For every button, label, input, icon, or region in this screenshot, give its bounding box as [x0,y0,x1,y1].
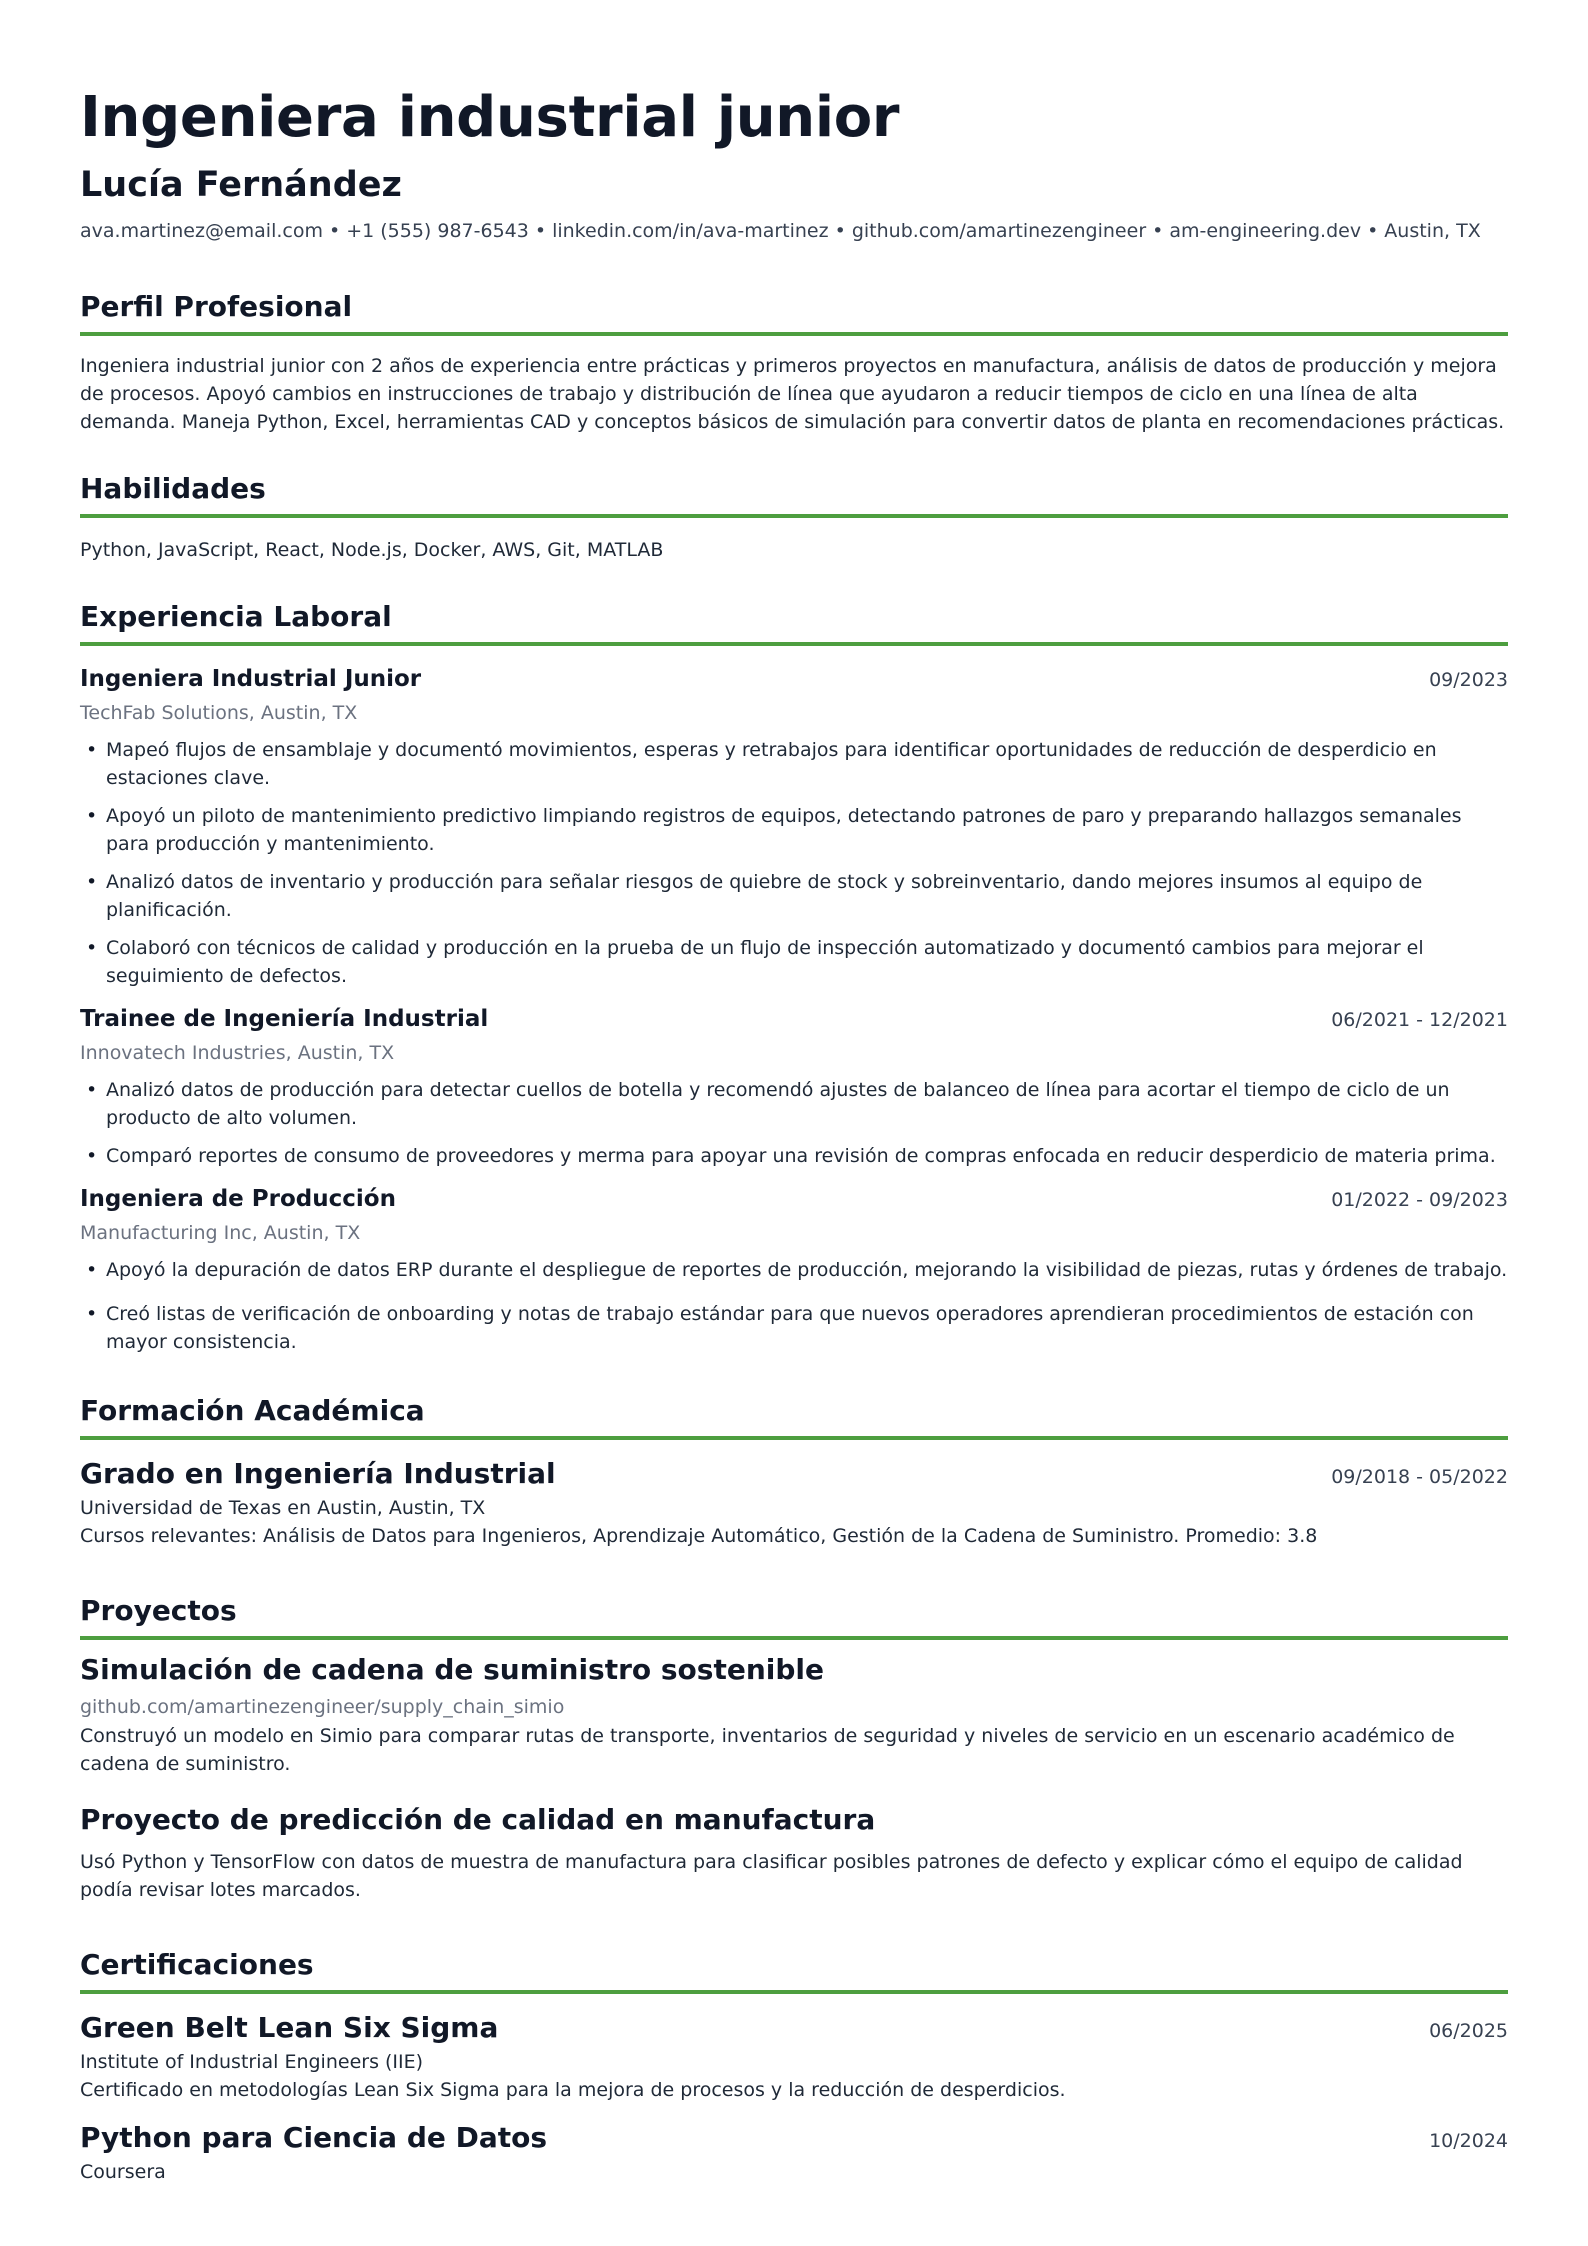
contact-separator: • [834,220,846,242]
job-bullet: • Mapeó flujos de ensamblaje y documentó movimientos, esperas y retrabajos para identificar oportunidades de reducción de desperdicio en estaciones clave. [80,736,1508,792]
job-entry [80,1002,1508,1170]
certification-issuer: Institute of Industrial Engineers (IIE) [80,2051,424,2073]
certification-entry [80,2008,1508,2104]
school-name: Universidad de Texas en Austin, Austin, TX [80,1497,486,1519]
job-bullets [80,1256,1508,1356]
job-date: 06/2021 - 12/2021 [1331,1009,1508,1031]
section-heading: Proyectos [80,1592,1508,1640]
job-company: Manufacturing Inc, Austin, TX [80,1222,361,1244]
certification-date: 06/2025 [1429,2020,1508,2042]
experience-section [80,598,1508,1356]
section-heading: Experiencia Laboral [80,598,1508,646]
certification-entry [80,2118,1508,2186]
certification-description: Certificado en metodologías Lean Six Sigma para la mejora de procesos y la reducción de desperdicios. [80,2079,1066,2101]
contact-separator: • [1367,220,1379,242]
job-title: Trainee de Ingeniería Industrial [80,1006,489,1032]
job-bullet: • Apoyó un piloto de mantenimiento predictivo limpiando registros de equipos, detectando patrones de paro y preparando hallazgos semanales para producción y mantenimiento. [80,802,1508,858]
project-link[interactable]: github.com/amartinezengineer/supply_chain_simio [80,1696,565,1718]
contact-line [80,218,1508,244]
certification-title: Python para Ciencia de Datos [80,2121,548,2154]
job-entry [80,662,1508,990]
contact-phone[interactable]: +1 (555) 987-6543 [346,220,529,242]
contact-separator: • [1152,220,1164,242]
contact-location: Austin, TX [1384,220,1481,242]
certification-date: 10/2024 [1429,2130,1508,2152]
job-bullet: • Comparó reportes de consumo de proveedores y merma para apoyar una revisión de compras enfocada en reducir desperdicio de materia prima. [80,1142,1508,1170]
degree-title: Grado en Ingeniería Industrial [80,1457,556,1490]
profile-section [80,288,1508,436]
candidate-name: Lucía Fernández [80,165,402,205]
job-bullet: • Analizó datos de producción para detectar cuellos de botella y recomendó ajustes de balanceo de línea para acortar el tiempo de ciclo de un producto de alto volumen. [80,1076,1508,1132]
job-bullets [80,1076,1508,1170]
project-description: Construyó un modelo en Simio para comparar rutas de transporte, inventarios de seguridad y niveles de servicio en un escenario académico de cadena de suministro. [80,1725,1455,1775]
certification-issuer: Coursera [80,2161,166,2183]
contact-linkedin[interactable]: linkedin.com/in/ava-martinez [552,220,829,242]
contact-website[interactable]: am-engineering.dev [1169,220,1362,242]
resume-title: Ingeniera industrial junior [80,85,900,150]
certifications-section [80,1946,1508,2186]
education-details: Cursos relevantes: Análisis de Datos para Ingenieros, Aprendizaje Automático, Gestión de la Cadena de Suministro. Promedio: 3.8 [80,1525,1318,1547]
job-bullet: • Apoyó la depuración de datos ERP durante el despliegue de reportes de producción, mejorando la visibilidad de piezas, rutas y órdenes de trabajo. [80,1256,1508,1284]
contact-separator: • [534,220,547,242]
project-entry [80,1650,1508,1778]
section-heading: Perfil Profesional [80,288,1508,336]
job-bullet: • Creó listas de verificación de onboarding y notas de trabajo estándar para que nuevos operadores aprendieran procedimientos de estación con mayor consistencia. [80,1300,1508,1356]
section-heading: Certificaciones [80,1946,1508,1994]
education-entry [80,1454,1508,1550]
section-heading: Formación Académica [80,1392,1508,1440]
contact-separator: • [328,220,341,242]
education-section [80,1392,1508,1550]
job-date: 09/2023 [1429,669,1508,691]
projects-section [80,1592,1508,1904]
project-entry [80,1800,1508,1904]
job-date: 01/2022 - 09/2023 [1331,1189,1508,1211]
skills-list: Python, JavaScript, React, Node.js, Docker, AWS, Git, MATLAB [80,539,664,561]
profile-summary: Ingeniera industrial junior con 2 años de experiencia entre prácticas y primeros proyectos en manufactura, análisis de datos de producción y mejora de procesos. Apoyó cambios en instrucciones de trabajo y distribución de línea que ayudaron a reducir tiempos de ciclo en una línea de alta demanda. Maneja Python, Excel, herramientas CAD y conceptos básicos de simulación para convertir datos de planta en recomendaciones prácticas. [80,355,1505,433]
job-title: Ingeniera de Producción [80,1186,396,1212]
job-entry [80,1182,1508,1356]
project-description: Usó Python y TensorFlow con datos de muestra de manufactura para clasificar posibles patrones de defecto y explicar cómo el equipo de calidad podía revisar lotes marcados. [80,1851,1463,1901]
job-bullet: • Colaboró con técnicos de calidad y producción en la prueba de un flujo de inspección automatizado y documentó cambios para mejorar el seguimiento de defectos. [80,934,1508,990]
skills-section [80,470,1508,564]
section-heading: Habilidades [80,470,1508,518]
education-date: 09/2018 - 05/2022 [1331,1466,1508,1488]
resume-header [80,80,1508,244]
job-bullet: • Analizó datos de inventario y producción para señalar riesgos de quiebre de stock y sobreinventario, dando mejores insumos al equipo de planificación. [80,868,1508,924]
job-bullets [80,736,1508,990]
project-title: Proyecto de predicción de calidad en manufactura [80,1803,876,1836]
job-title: Ingeniera Industrial Junior [80,666,422,692]
contact-email[interactable]: ava.martinez@email.com [80,220,323,242]
projects-list [80,1650,1508,1904]
job-company: TechFab Solutions, Austin, TX [80,702,358,724]
project-title: Simulación de cadena de suministro sostenible [80,1653,824,1686]
certification-title: Green Belt Lean Six Sigma [80,2011,499,2044]
job-company: Innovatech Industries, Austin, TX [80,1042,395,1064]
contact-github[interactable]: github.com/amartinezengineer [851,220,1147,242]
